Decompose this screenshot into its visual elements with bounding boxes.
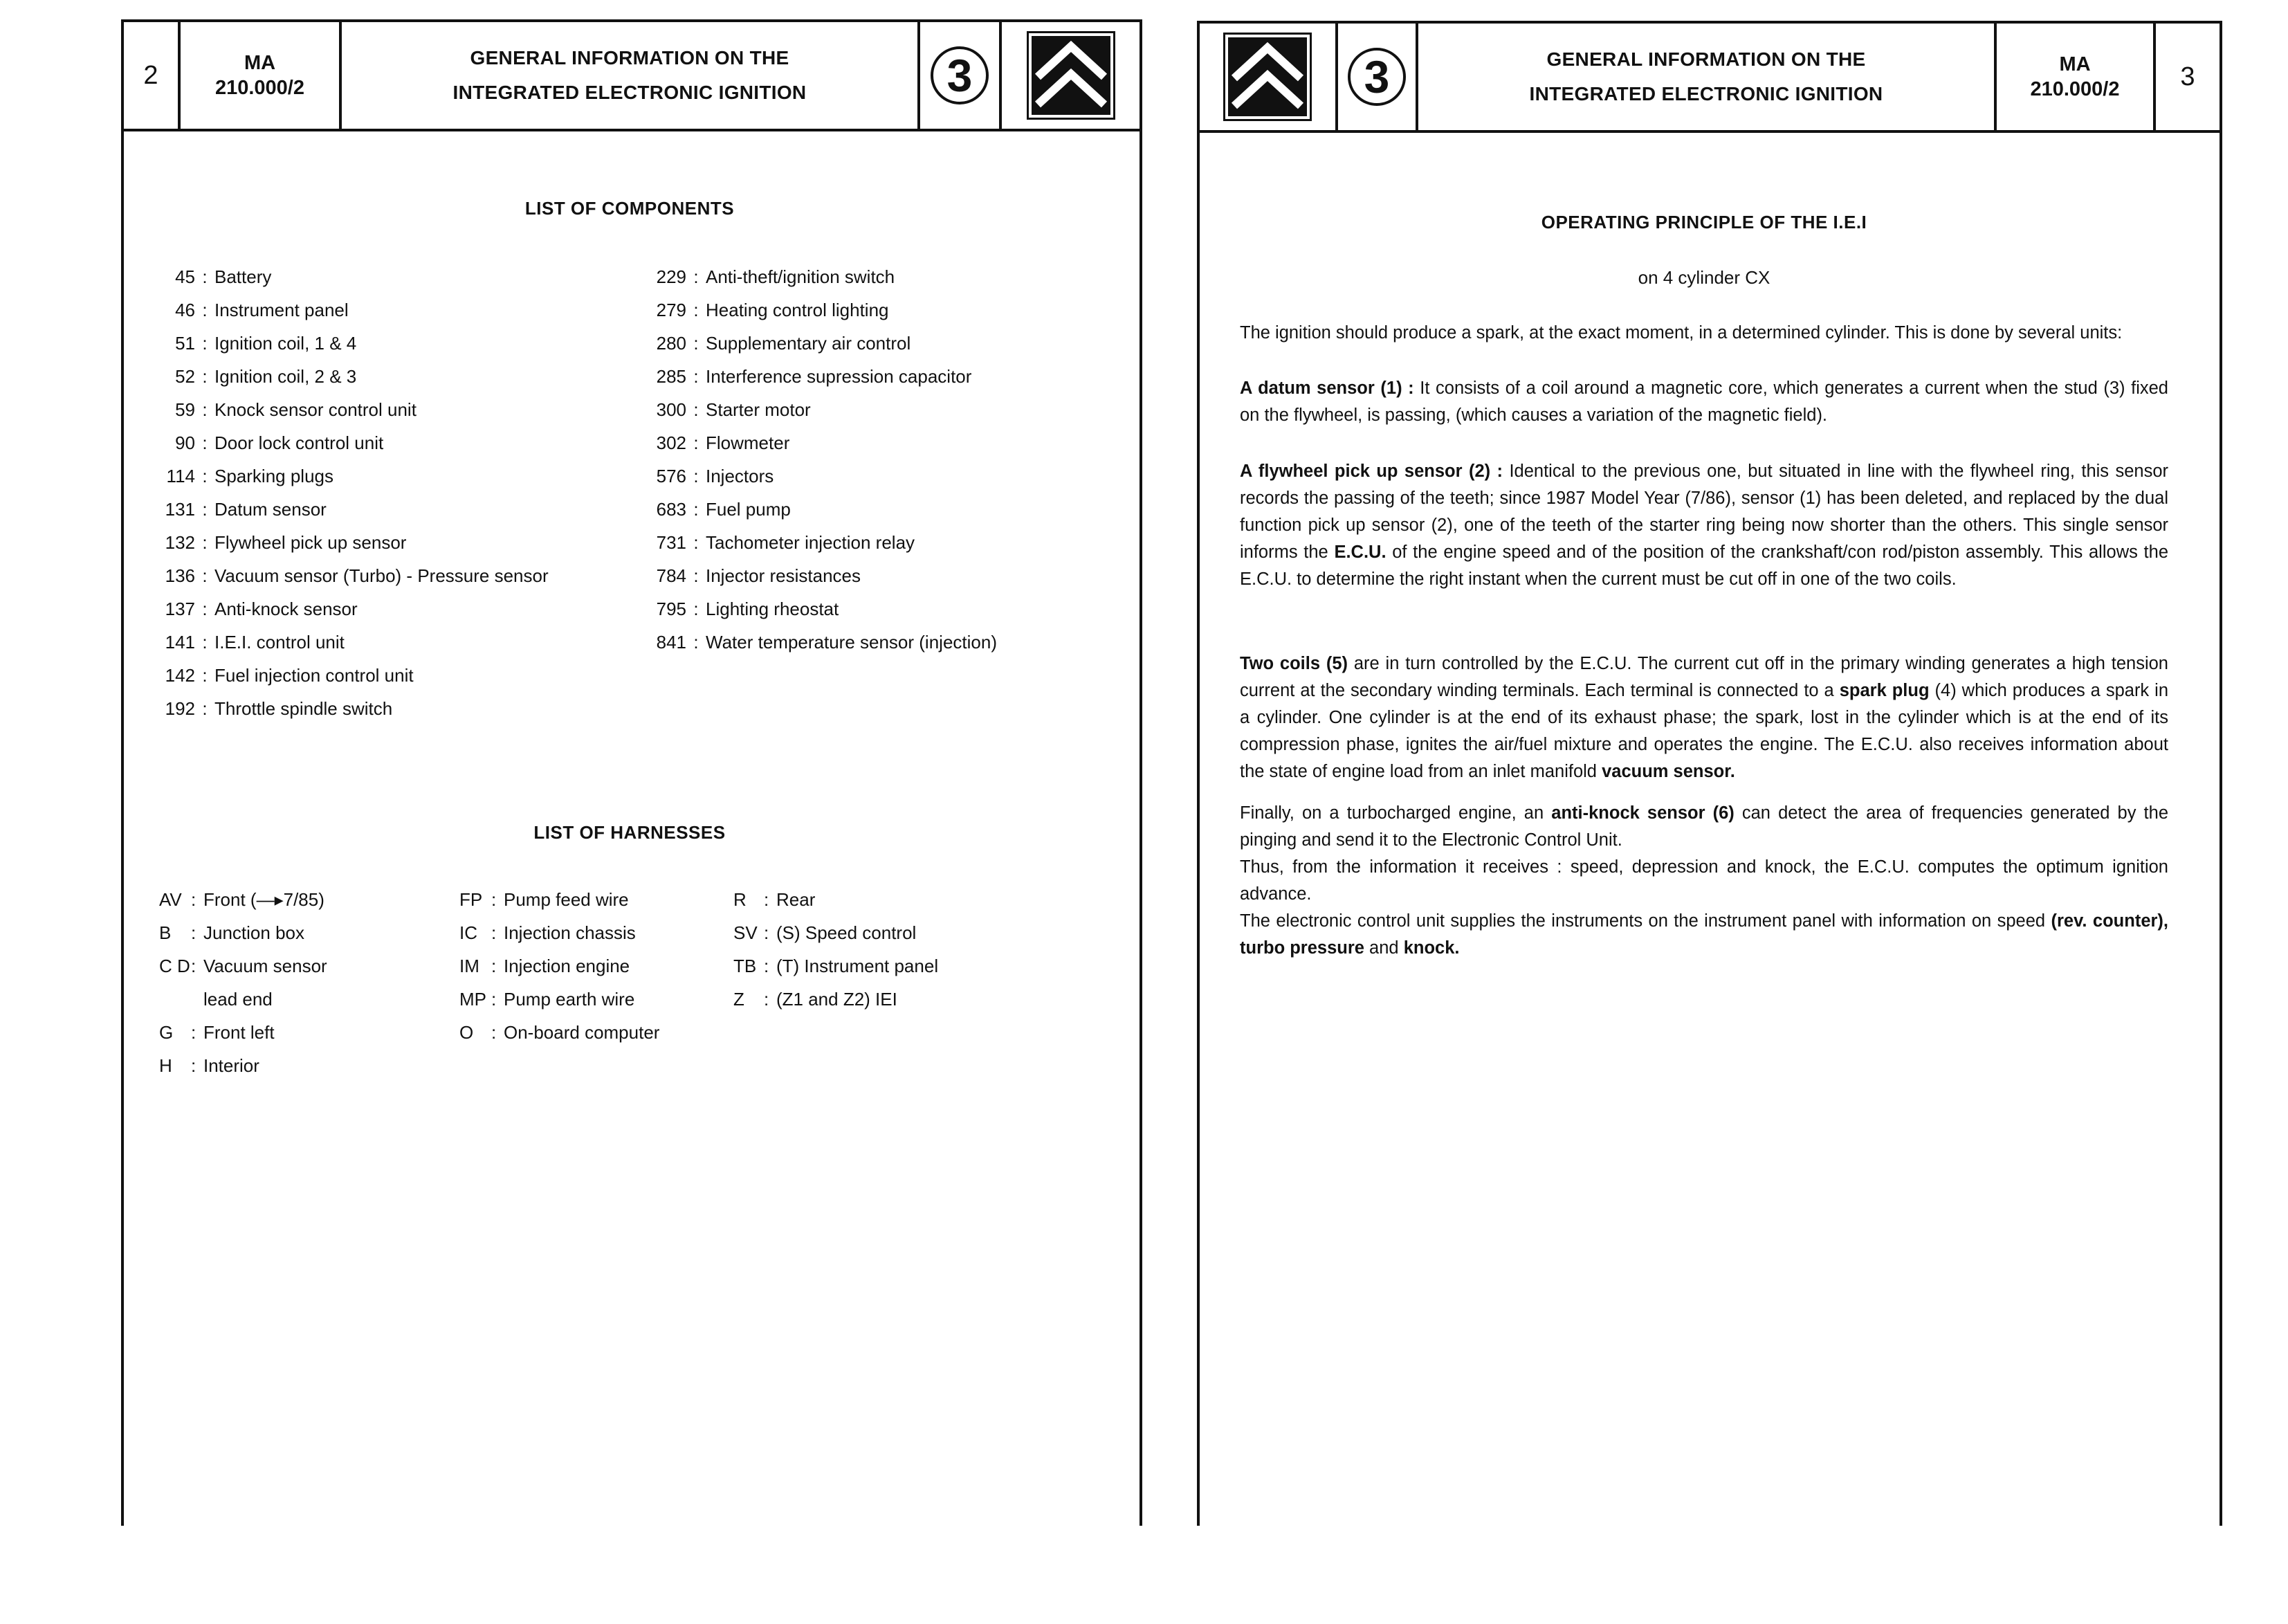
- ref-line1: MA: [2059, 53, 2091, 75]
- harness-item: [159, 883, 327, 916]
- component-label: Fuel injection control unit: [214, 665, 414, 686]
- flywheel-sensor-paragraph: [1240, 458, 2168, 593]
- component-number: 302: [656, 432, 686, 453]
- component-number: 142: [165, 665, 195, 686]
- component-item: [635, 293, 997, 327]
- left-ref-cell: [181, 22, 342, 129]
- separator: :: [202, 466, 208, 486]
- separator: :: [491, 922, 497, 943]
- component-item: [143, 327, 549, 360]
- component-label: Flowmeter: [706, 432, 790, 453]
- component-label: Fuel pump: [706, 499, 791, 520]
- chapter-number-badge: 3: [1348, 48, 1406, 106]
- two-coils-heading: Two coils (5): [1240, 654, 1348, 673]
- ref-line2: 210.000/2: [214, 77, 304, 99]
- separator: :: [693, 432, 699, 453]
- harness-item: [459, 883, 659, 916]
- separator: :: [202, 599, 208, 619]
- component-item: [635, 459, 997, 493]
- component-label: Lighting rheostat: [706, 599, 839, 619]
- component-label: Instrument panel: [214, 300, 349, 320]
- flywheel-ecu: E.C.U.: [1334, 542, 1386, 562]
- finally-paragraph: [1240, 800, 2168, 854]
- two-coils-paragraph: [1240, 650, 2168, 785]
- ecu-rev-counter: (rev. counter),: [2051, 911, 2168, 931]
- component-item: [143, 360, 549, 393]
- separator: :: [491, 956, 497, 976]
- component-label: Door lock control unit: [214, 432, 384, 453]
- page-number: 2: [143, 60, 158, 90]
- left-title-cell: [342, 22, 920, 129]
- separator: :: [693, 599, 699, 619]
- operating-principle-title: OPERATING PRINCIPLE OF THE I.E.I: [1541, 212, 1867, 232]
- harness-item: [459, 916, 659, 949]
- separator: :: [491, 989, 497, 1010]
- harness-label: (S) Speed control: [776, 922, 917, 943]
- component-item: [143, 659, 549, 692]
- component-number: 300: [656, 399, 686, 420]
- harness-item: [459, 949, 659, 983]
- component-label: Supplementary air control: [706, 333, 911, 354]
- datum-sensor-heading: A datum sensor (1) :: [1240, 378, 1414, 398]
- component-item: [143, 459, 549, 493]
- header-title-line1: GENERAL INFORMATION ON THE: [470, 47, 789, 69]
- coils-text-2: (4) which produces a spark in a cylinder. One cylinder is at the end of its exhaust phase; the spark, lost in the cylinder which is at the end of its compression phase, ignites the air/fuel mixture and operates the engine. The E.C.U. also receives information about the state of engine load from an inlet manifold: [1240, 681, 2168, 781]
- page-number: 3: [2180, 62, 2195, 91]
- harness-code: IM: [459, 956, 479, 976]
- harness-code: H: [159, 1055, 172, 1076]
- harness-label: Pump earth wire: [504, 989, 635, 1010]
- flywheel-sensor-heading: A flywheel pick up sensor (2) :: [1240, 462, 1503, 481]
- component-label: Datum sensor: [214, 499, 327, 520]
- harness-code: [159, 983, 191, 1016]
- component-item: [143, 293, 549, 327]
- separator: :: [491, 889, 497, 910]
- right-chapter-cell: [1338, 24, 1418, 130]
- component-label: Injector resistances: [706, 565, 861, 586]
- harness-code: IC: [459, 922, 477, 943]
- component-label: Anti-theft/ignition switch: [706, 266, 895, 287]
- components-title: LIST OF COMPONENTS: [524, 198, 735, 219]
- separator: :: [202, 266, 208, 287]
- harness-label: On-board computer: [504, 1022, 660, 1043]
- component-number: 52: [175, 366, 195, 387]
- separator: :: [693, 466, 699, 486]
- component-number: 280: [656, 333, 686, 354]
- component-label: Ignition coil, 1 & 4: [214, 333, 357, 354]
- harness-code: C D: [159, 956, 190, 976]
- right-title-cell: [1418, 24, 1997, 130]
- component-number: 45: [175, 266, 195, 287]
- ref-line2: 210.000/2: [2030, 78, 2120, 100]
- harness-item: [159, 916, 327, 949]
- harness-item: [159, 949, 327, 983]
- component-number: 285: [656, 366, 686, 387]
- ecu-turbo-pressure: turbo pressure: [1240, 938, 1364, 958]
- separator: :: [764, 989, 769, 1010]
- harnesses-title: LIST OF HARNESSES: [533, 822, 726, 843]
- harness-label: Vacuum sensor: [203, 956, 327, 976]
- separator: :: [191, 922, 196, 943]
- finally-anti-knock: anti-knock sensor (6): [1551, 803, 1735, 823]
- component-label: Vacuum sensor (Turbo) - Pressure sensor: [214, 565, 549, 586]
- flywheel-text-2: of the engine speed and of the position of the crankshaft/con rod/piston assembly. This allows the E.C.U. to determine the right instant when the current must be cut off in one of the two coils.: [1240, 542, 2168, 589]
- separator: :: [693, 333, 699, 354]
- harness-code: B: [159, 922, 172, 943]
- harness-code: R: [733, 889, 747, 910]
- harness-item: [159, 983, 327, 1016]
- separator: :: [202, 366, 208, 387]
- component-item: [143, 592, 549, 626]
- separator: :: [202, 399, 208, 420]
- component-item: [143, 393, 549, 426]
- right-ref-cell: [1997, 24, 2156, 130]
- ecu-text: The electronic control unit supplies the instruments on the instrument panel with information on speed: [1240, 911, 2051, 931]
- component-number: 576: [656, 466, 686, 486]
- separator: :: [693, 499, 699, 520]
- flywheel-text-1: Identical to the previous one, but situated in line with the flywheel ring, this sensor records the passing of the teeth; since 1987 Model Year (7/86), sensor (1) has been deleted, and replaced by the dual function pick up sensor (2), one of the teeth of the starter ring being now shorter than the others. This single sensor informs the: [1240, 462, 2168, 562]
- harness-label: lead end: [203, 989, 273, 1010]
- harness-item: [459, 983, 659, 1016]
- separator: :: [202, 432, 208, 453]
- right-page-number-cell: [2156, 24, 2220, 130]
- component-number: 132: [165, 532, 195, 553]
- separator: :: [191, 956, 196, 976]
- harness-item: [159, 1016, 327, 1049]
- component-item: [635, 626, 997, 659]
- component-number: 46: [175, 300, 195, 320]
- left-page-frame: [121, 21, 1142, 1526]
- component-label: Starter motor: [706, 399, 811, 420]
- component-label: Heating control lighting: [706, 300, 889, 320]
- component-item: [635, 426, 997, 459]
- component-label: Tachometer injection relay: [706, 532, 915, 553]
- harnesses-col-2: [459, 883, 659, 1049]
- component-number: 841: [656, 632, 686, 653]
- component-item: [143, 426, 549, 459]
- coils-vacuum-sensor: vacuum sensor.: [1602, 762, 1735, 781]
- component-number: 51: [175, 333, 195, 354]
- component-item: [143, 692, 549, 725]
- component-number: 683: [656, 499, 686, 520]
- component-number: 59: [175, 399, 195, 420]
- harness-label: Pump feed wire: [504, 889, 629, 910]
- separator: :: [202, 632, 208, 653]
- component-label: Ignition coil, 2 & 3: [214, 366, 357, 387]
- finally-text-2: can detect the area of frequencies generated by the pinging and send it to the Electronic Control Unit.: [1240, 803, 2168, 850]
- harnesses-col-3: [733, 883, 938, 1016]
- harness-code: FP: [459, 889, 483, 910]
- component-item: [635, 559, 997, 592]
- harness-item: [733, 883, 938, 916]
- component-label: Knock sensor control unit: [214, 399, 417, 420]
- harness-code: O: [459, 1022, 474, 1043]
- separator: :: [191, 1022, 196, 1043]
- harness-item: [733, 949, 938, 983]
- harness-item: [733, 983, 938, 1016]
- ecu-knock: knock.: [1403, 938, 1460, 958]
- component-number: 229: [656, 266, 686, 287]
- header-title-line2: INTEGRATED ELECTRONIC IGNITION: [452, 82, 807, 103]
- separator: :: [202, 698, 208, 719]
- component-label: Throttle spindle switch: [214, 698, 393, 719]
- harness-label: Rear: [776, 889, 816, 910]
- separator: :: [693, 565, 699, 586]
- components-list-right: [635, 260, 997, 659]
- separator: :: [693, 532, 699, 553]
- separator: [191, 983, 203, 1016]
- component-number: 784: [656, 565, 686, 586]
- component-label: Water temperature sensor (injection): [706, 632, 997, 653]
- harness-label: Interior: [203, 1055, 259, 1076]
- right-logo-cell: [1200, 24, 1338, 130]
- double-chevron-logo-icon: [1027, 31, 1115, 120]
- harness-code: Z: [733, 989, 744, 1010]
- harnesses-col-1: [159, 883, 327, 1082]
- separator: :: [202, 565, 208, 586]
- component-label: Interference supression capacitor: [706, 366, 972, 387]
- datum-sensor-paragraph: [1240, 375, 2168, 429]
- harness-item: [733, 916, 938, 949]
- separator: :: [202, 333, 208, 354]
- component-item: [635, 260, 997, 293]
- harness-code: MP: [459, 989, 486, 1010]
- left-logo-cell: [1002, 22, 1140, 129]
- component-item: [635, 592, 997, 626]
- component-item: [635, 327, 997, 360]
- thus-paragraph: Thus, from the information it receives : speed, depression and knock, the E.C.U. computes the optimum ignition advance.: [1240, 857, 2168, 904]
- separator: :: [693, 632, 699, 653]
- ecu-paragraph: [1240, 908, 2168, 962]
- components-list-left: [143, 260, 549, 725]
- operating-principle-subtitle: on 4 cylinder CX: [1638, 267, 1770, 288]
- component-label: Injectors: [706, 466, 774, 486]
- double-chevron-logo-icon: [1223, 33, 1312, 121]
- harness-label: Injection chassis: [504, 922, 636, 943]
- component-item: [635, 526, 997, 559]
- separator: :: [764, 956, 769, 976]
- harness-code: SV: [733, 922, 758, 943]
- component-number: 795: [656, 599, 686, 619]
- separator: :: [693, 300, 699, 320]
- separator: :: [202, 300, 208, 320]
- harness-item: [159, 1049, 327, 1082]
- separator: :: [491, 1022, 497, 1043]
- component-item: [143, 526, 549, 559]
- separator: :: [202, 532, 208, 553]
- component-number: 731: [656, 532, 686, 553]
- separator: :: [693, 399, 699, 420]
- coils-spark-plug: spark plug: [1839, 681, 1930, 700]
- component-number: 192: [165, 698, 195, 719]
- component-label: I.E.I. control unit: [214, 632, 345, 653]
- ecu-and: and: [1364, 938, 1404, 958]
- right-page-header: [1197, 21, 2222, 133]
- component-label: Sparking plugs: [214, 466, 333, 486]
- harness-label: Front left: [203, 1022, 275, 1043]
- harness-label: (Z1 and Z2) IEI: [776, 989, 897, 1010]
- intro-paragraph: The ignition should produce a spark, at the exact moment, in a determined cylinder. This is done by several units:: [1240, 323, 2123, 343]
- header-title-line1: GENERAL INFORMATION ON THE: [1546, 48, 1866, 70]
- component-item: [143, 260, 549, 293]
- separator: :: [202, 499, 208, 520]
- component-number: 114: [166, 466, 195, 486]
- left-page-header: [121, 19, 1142, 131]
- component-number: 279: [656, 300, 686, 320]
- harness-item: [459, 1016, 659, 1049]
- component-number: 136: [165, 565, 195, 586]
- harness-label: Injection engine: [504, 956, 630, 976]
- component-item: [635, 360, 997, 393]
- datum-sensor-text: It consists of a coil around a magnetic core, which generates a current when the stud (3) fixed on the flywheel, is passing, (which causes a variation of the magnetic field).: [1240, 378, 2168, 425]
- separator: :: [764, 922, 769, 943]
- component-item: [143, 626, 549, 659]
- component-number: 141: [165, 632, 195, 653]
- separator: :: [693, 266, 699, 287]
- component-label: Flywheel pick up sensor: [214, 532, 407, 553]
- left-chapter-cell: [920, 22, 1002, 129]
- component-number: 90: [175, 432, 195, 453]
- component-item: [635, 393, 997, 426]
- coils-text-1: are in turn controlled by the E.C.U. The current cut off in the primary winding generates a high tension current at the secondary winding terminals. Each terminal is connected to a: [1240, 654, 2168, 700]
- header-title-line2: INTEGRATED ELECTRONIC IGNITION: [1529, 83, 1883, 104]
- finally-text-1: Finally, on a turbocharged engine, an: [1240, 803, 1552, 823]
- harness-label: Front (—▸7/85): [203, 889, 324, 910]
- component-item: [143, 559, 549, 592]
- separator: :: [191, 889, 196, 910]
- left-page-number-cell: [124, 22, 181, 129]
- ref-line1: MA: [244, 52, 276, 74]
- separator: :: [202, 665, 208, 686]
- harness-code: TB: [733, 956, 757, 976]
- chapter-number-badge: 3: [931, 46, 989, 104]
- component-number: 131: [165, 499, 195, 520]
- component-item: [143, 493, 549, 526]
- harness-label: Junction box: [203, 922, 304, 943]
- component-label: Anti-knock sensor: [214, 599, 358, 619]
- component-number: 137: [165, 599, 195, 619]
- separator: :: [191, 1055, 196, 1076]
- harness-code: G: [159, 1022, 174, 1043]
- separator: :: [693, 366, 699, 387]
- component-label: Battery: [214, 266, 272, 287]
- harness-label: (T) Instrument panel: [776, 956, 939, 976]
- component-item: [635, 493, 997, 526]
- separator: :: [764, 889, 769, 910]
- harness-code: AV: [159, 889, 182, 910]
